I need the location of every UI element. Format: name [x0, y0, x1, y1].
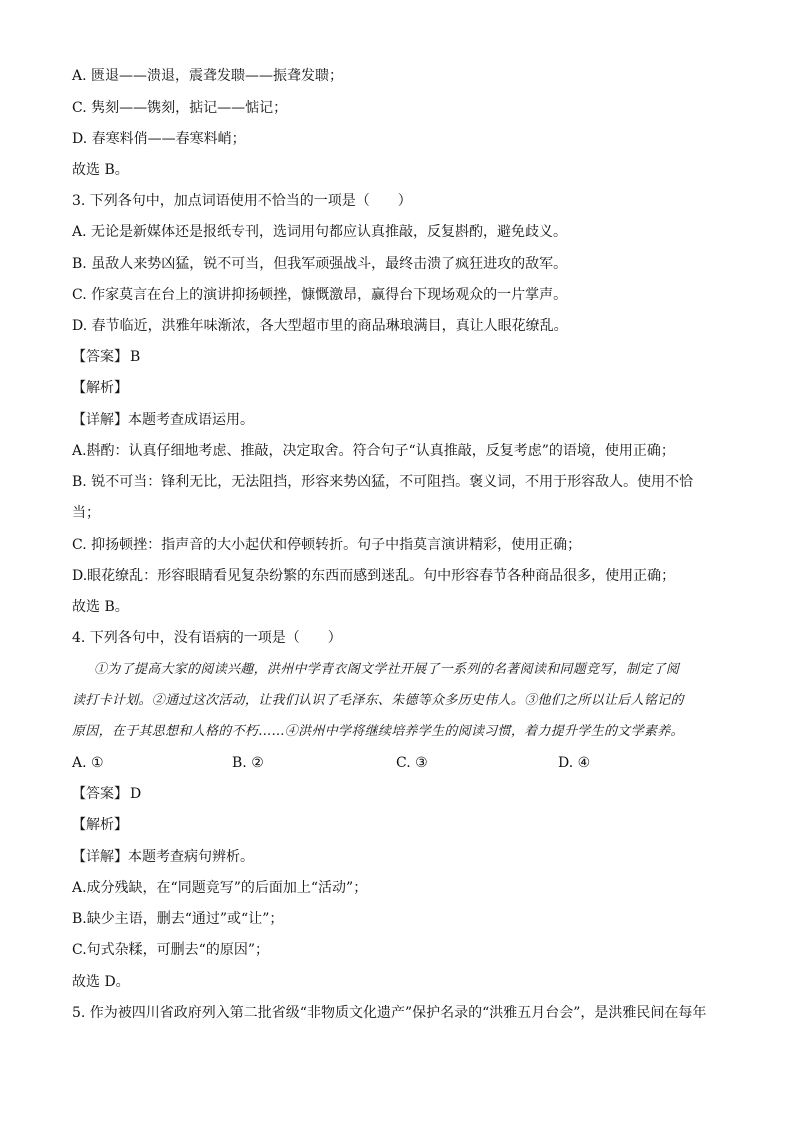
q3-stem: 3. 下列各句中，加点词语使用不恰当的一项是（ ）: [72, 193, 412, 209]
q4-conclusion: 故选 D。: [72, 974, 130, 990]
q4-passage: [72, 654, 722, 747]
q3-detail: [72, 410, 254, 430]
q3-explain-a: A.斟酌：认真仔细地考虑、推敲，决定取舍。符合句子“认真推敲，反复考虑”的语境，使用正确；: [72, 443, 675, 459]
detail-tag: 【详解】: [72, 412, 128, 428]
q4-options: [72, 753, 722, 773]
q2-item-d: D. 春寒料俏——春寒料峭；: [72, 131, 246, 147]
q4-stem: 4. 下列各句中，没有语病的一项是（ ）: [72, 630, 342, 646]
q3-answer: [72, 347, 140, 367]
q2-item-a: A. 匮退——溃退，震聋发聩——振聋发聩；: [72, 68, 344, 84]
q3-option-b: B. 虽敌人来势凶猛，锐不可当，但我军顽强战斗，最终击溃了疯狂进攻的敌军。: [72, 256, 568, 272]
answer-value: B: [130, 349, 141, 365]
q3-option-d: D. 春节临近，洪雅年味渐浓，各大型超市里的商品琳琅满目，真让人眼花缭乱。: [72, 318, 568, 334]
q4-answer: [72, 784, 141, 804]
q4-option-d: D. ④: [558, 755, 591, 771]
passage-line: 读打卡计划。②通过这次活动，让我们认识了毛泽东、朱德等众多历史伟人。③他们之所以让后人铭记的: [72, 693, 684, 708]
answer-tag: 【答案】: [72, 786, 128, 802]
q2-conclusion: 故选 B。: [72, 162, 129, 178]
answer-tag: 【答案】: [72, 349, 128, 365]
q3-analysis-tag: 【解析】: [72, 380, 128, 396]
detail-tag: 【详解】: [72, 849, 128, 865]
q3-option-c: C. 作家莫言在台上的演讲抑扬顿挫，慷慨激昂，赢得台下现场观众的一片掌声。: [72, 287, 568, 303]
q4-explain-b: B.缺少主语，删去“通过”或“让”；: [72, 911, 284, 927]
q3-conclusion: 故选 B。: [72, 599, 129, 615]
q4-detail: [72, 847, 254, 867]
passage-line: 原因，在于其思想和人格的不朽……④洪州中学将继续培养学生的阅读习惯，着力提升学生的文学素养。: [72, 724, 684, 739]
detail-text: 本题考查病句辨析。: [128, 849, 254, 865]
q3-explain-b-cont: 当；: [72, 505, 100, 521]
q4-explain-a: A.成分残缺，在“同题竞写”的后面加上“活动”；: [72, 880, 368, 896]
answer-value: D: [130, 786, 142, 802]
q4-option-a: A. ①: [72, 755, 104, 771]
q4-option-b: B. ②: [232, 755, 264, 771]
q4-analysis-tag: 【解析】: [72, 817, 128, 833]
q3-explain-d: D.眼花缭乱：形容眼睛看见复杂纷繁的东西而感到迷乱。句中形容春节各种商品很多，使用正确；: [72, 568, 676, 584]
q2-item-c: C. 隽刻——镌刻，掂记——惦记；: [72, 100, 288, 116]
q3-explain-c: C. 抑扬顿挫：指声音的大小起伏和停顿转折。句子中指莫言演讲精彩，使用正确；: [72, 537, 582, 553]
passage-line: ①为了提高大家的阅读兴趣，洪州中学青衣阁文学社开展了一系列的名著阅读和同题竞写，制定了阅: [94, 662, 680, 677]
q3-option-a: A. 无论是新媒体还是报纸专刊，选词用句都应认真推敲，反复斟酌，避免歧义。: [72, 224, 568, 240]
detail-text: 本题考查成语运用。: [128, 412, 254, 428]
q4-explain-c: C.句式杂糅，可删去“的原因”；: [72, 942, 269, 958]
q3-explain-b: B. 锐不可当：锋利无比，无法阻挡，形容来势凶猛，不可阻挡。褒义词，不用于形容敌人。使用不恰: [72, 474, 694, 490]
q4-option-c: C. ③: [396, 755, 428, 771]
q5-stem: 5. 作为被四川省政府列入第二批省级“非物质文化遗产”保护名录的“洪雅五月台会”，是洪雅民间在每年: [72, 1005, 707, 1021]
